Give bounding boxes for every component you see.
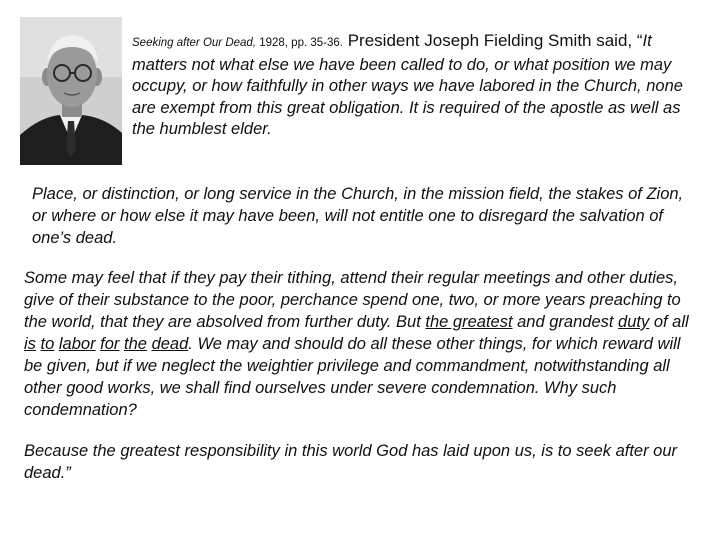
citation: [132, 37, 343, 49]
underlined-phrase: dead: [151, 335, 189, 353]
citation-title: Seeking after Our Dead,: [132, 37, 257, 49]
paragraph-tithing: [24, 267, 694, 421]
portrait-photo: [20, 17, 122, 165]
underlined-phrase: to: [40, 335, 55, 353]
text-segment: Some may feel that if they pay their tithing, attend their regular meetings and other duties, give of their substance to the poor, perchance spend one, two, or more years preaching to the world, that they are absolved from further duty. But: [24, 269, 681, 331]
underlined-phrase: for: [100, 335, 120, 353]
citation-pages: 1928, pp. 35-36.: [256, 37, 343, 49]
underlined-phrase: is: [24, 335, 36, 353]
text-segment: and grandest: [512, 313, 619, 331]
text-segment: . We may and should do all these other things, for which reward will be given, but if we neglect the weightier privilege and commandment, notwithstanding all other good works, we shall find ourselves under severe condemnation. Why such condemnation?: [24, 335, 681, 419]
underlined-phrase: the greatest: [425, 313, 513, 331]
intro-paragraph: [132, 30, 692, 141]
speaker-attribution: President Joseph Fielding Smith said, “: [342, 31, 643, 50]
underlined-phrase: the: [124, 335, 147, 353]
underlined-phrase: labor: [58, 335, 96, 353]
paragraph-conclusion: Because the greatest responsibility in this world God has laid upon us, is to seek after our dead.”: [24, 442, 678, 482]
underlined-phrase: duty: [618, 313, 650, 331]
portrait-illustration: [20, 17, 122, 165]
opening-quote: It matters not what else we have been called to do, or what position we may occupy, or how faithfully in other ways we have labored in the Church, none are exempt from this great obligation. It is required of the apostle as well as the humblest elder.: [132, 32, 683, 138]
text-segment: of all: [649, 313, 689, 331]
paragraph-distinction: Place, or distinction, or long service in the Church, in the mission field, the stakes of Zion, or where or how else it may have been, will not entitle one to disregard the salvation of one’s dead.: [32, 185, 684, 247]
